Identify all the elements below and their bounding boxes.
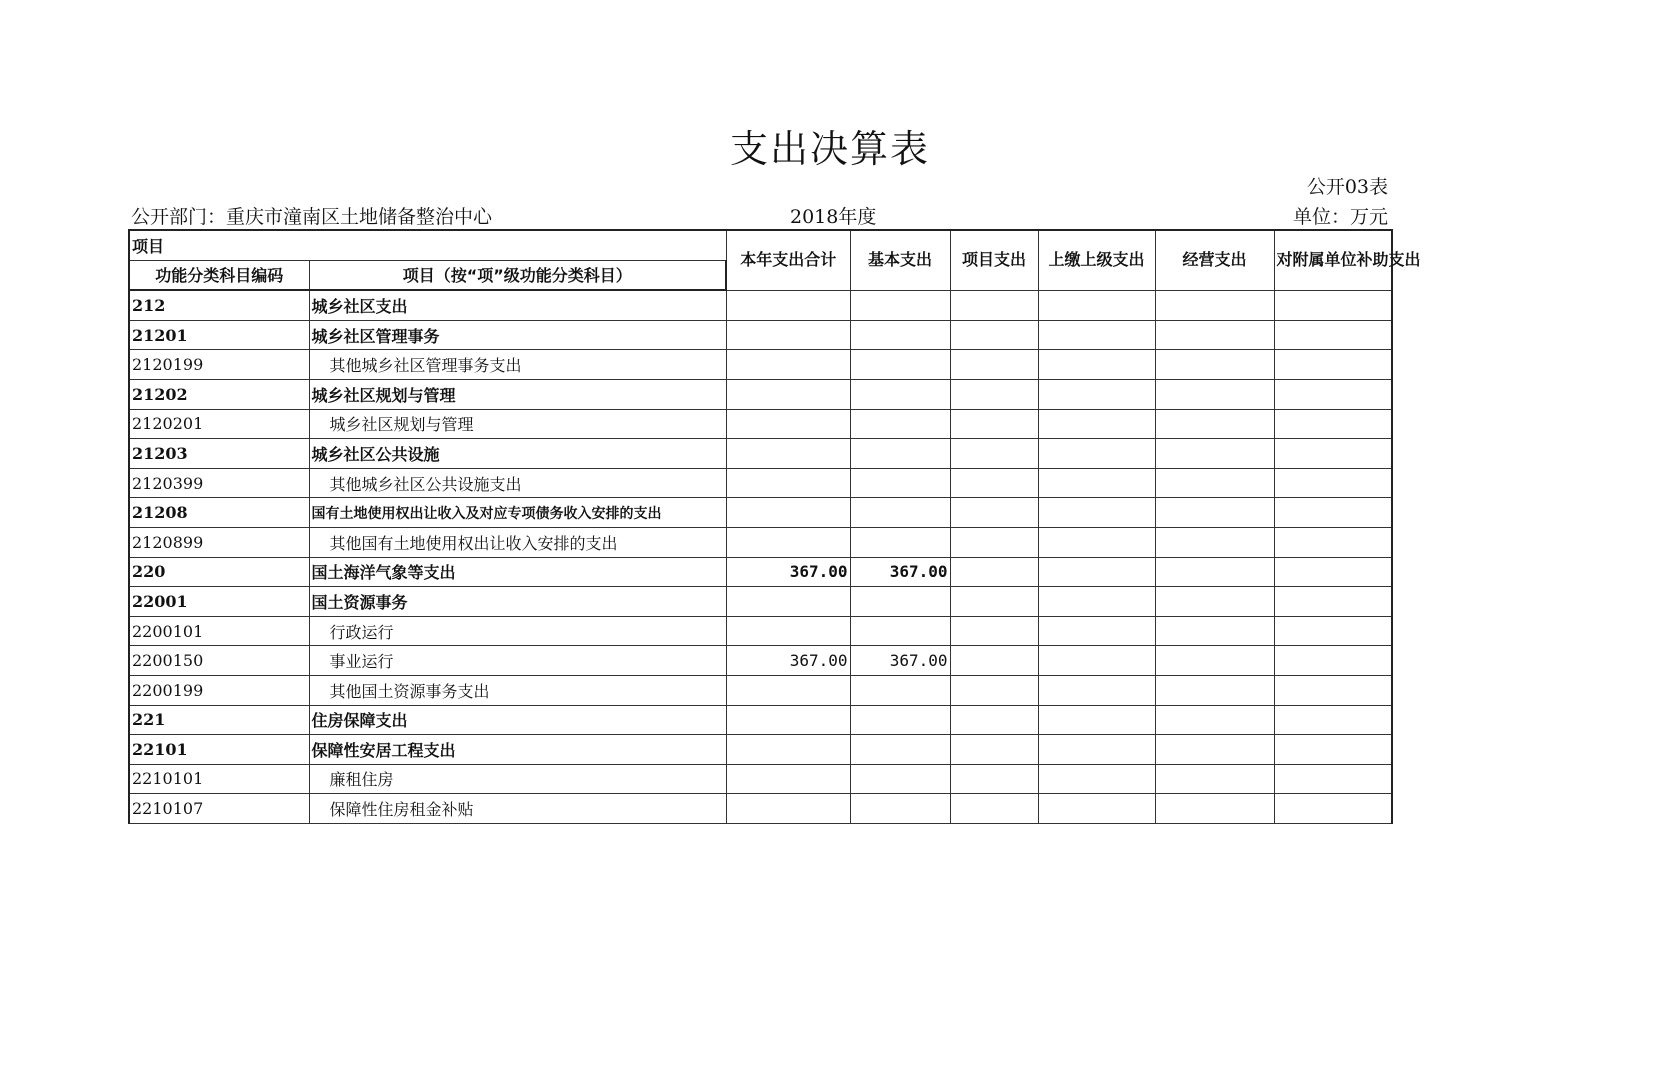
row-basic [850,290,950,320]
row-name: 住房保障支出 [309,705,726,735]
row-subsidy [1274,379,1392,409]
table-row [129,616,1392,646]
department-label: 公开部门：重庆市潼南区土地储备整治中心 [131,206,493,228]
row-code: 22001 [129,587,309,617]
header-business: 经营支出 [1155,230,1274,290]
header-subsidy: 对附属单位补助支出 [1274,230,1392,290]
row-total [726,498,850,528]
row-code: 2120201 [129,409,309,439]
table-body [129,290,1392,823]
row-project [950,379,1038,409]
row-business [1155,705,1274,735]
row-basic [850,409,950,439]
expenditure-table [128,229,1421,824]
table-row [129,646,1392,676]
row-upper [1038,705,1155,735]
table-row [129,557,1392,587]
row-name: 其他国土资源事务支出 [309,675,726,705]
row-subsidy [1274,320,1392,350]
row-project [950,764,1038,794]
row-code: 2200150 [129,646,309,676]
table-row [129,439,1392,469]
row-subsidy [1274,675,1392,705]
table-row [129,735,1392,765]
header-project: 项目支出 [950,230,1038,290]
row-upper [1038,468,1155,498]
row-subsidy [1274,468,1392,498]
row-business [1155,439,1274,469]
row-project [950,794,1038,824]
row-basic: 367.00 [850,557,950,587]
table-row [129,498,1392,528]
row-upper [1038,409,1155,439]
row-name: 行政运行 [309,616,726,646]
row-business [1155,646,1274,676]
row-project [950,290,1038,320]
row-name: 国土资源事务 [309,587,726,617]
row-subsidy [1274,735,1392,765]
row-subsidy [1274,290,1392,320]
header-total: 本年支出合计 [726,230,850,290]
row-name: 城乡社区规划与管理 [309,379,726,409]
row-name: 城乡社区管理事务 [309,320,726,350]
page-title: 支出决算表 [729,127,930,171]
row-upper [1038,379,1155,409]
row-business [1155,379,1274,409]
row-name: 其他城乡社区管理事务支出 [309,350,726,380]
header-name: 项目（按“项”级功能分类科目） [309,260,726,290]
row-subsidy [1274,439,1392,469]
row-upper [1038,616,1155,646]
row-code: 2210107 [129,794,309,824]
row-business [1155,794,1274,824]
form-number: 公开03表 [1306,176,1388,198]
table-row [129,764,1392,794]
row-basic [850,764,950,794]
row-business [1155,587,1274,617]
row-total [726,587,850,617]
row-code: 21203 [129,439,309,469]
row-upper [1038,498,1155,528]
row-project [950,646,1038,676]
row-project [950,557,1038,587]
row-basic [850,616,950,646]
row-subsidy [1274,764,1392,794]
row-subsidy [1274,557,1392,587]
row-business [1155,527,1274,557]
table-row [129,705,1392,735]
row-total [726,705,850,735]
row-upper [1038,527,1155,557]
row-total: 367.00 [726,646,850,676]
table-row [129,794,1392,824]
row-total [726,735,850,765]
row-business [1155,290,1274,320]
row-upper [1038,587,1155,617]
row-basic [850,320,950,350]
row-upper [1038,764,1155,794]
row-subsidy [1274,587,1392,617]
row-code: 21202 [129,379,309,409]
row-name: 国土海洋气象等支出 [309,557,726,587]
row-basic [850,350,950,380]
row-name: 事业运行 [309,646,726,676]
row-name: 国有土地使用权出让收入及对应专项债务收入安排的支出 [309,498,726,528]
row-project [950,735,1038,765]
table-row [129,527,1392,557]
row-subsidy [1274,705,1392,735]
header-basic: 基本支出 [850,230,950,290]
row-name: 其他国有土地使用权出让收入安排的支出 [309,527,726,557]
row-code: 220 [129,557,309,587]
row-name: 保障性安居工程支出 [309,735,726,765]
row-upper [1038,320,1155,350]
row-code: 221 [129,705,309,735]
row-project [950,705,1038,735]
row-code: 212 [129,290,309,320]
row-code: 2120199 [129,350,309,380]
row-total [726,350,850,380]
row-subsidy [1274,616,1392,646]
row-project [950,320,1038,350]
row-total [726,468,850,498]
row-total [726,527,850,557]
table-row [129,587,1392,617]
row-business [1155,557,1274,587]
row-total [726,764,850,794]
row-basic [850,498,950,528]
row-name: 城乡社区支出 [309,290,726,320]
row-code: 2120899 [129,527,309,557]
row-business [1155,675,1274,705]
row-total [726,439,850,469]
row-project [950,350,1038,380]
row-code: 2120399 [129,468,309,498]
row-name: 城乡社区公共设施 [309,439,726,469]
row-project [950,439,1038,469]
table-header [129,230,1421,290]
table-row [129,290,1392,320]
row-total [726,794,850,824]
row-name: 城乡社区规划与管理 [309,409,726,439]
row-subsidy [1274,794,1392,824]
row-upper [1038,557,1155,587]
row-business [1155,498,1274,528]
row-project [950,468,1038,498]
row-basic [850,794,950,824]
row-business [1155,350,1274,380]
row-project [950,409,1038,439]
row-upper [1038,646,1155,676]
unit-label: 单位：万元 [1292,206,1388,228]
row-basic [850,468,950,498]
row-code: 22101 [129,735,309,765]
row-upper [1038,794,1155,824]
row-subsidy [1274,646,1392,676]
row-business [1155,764,1274,794]
header-upper: 上缴上级支出 [1038,230,1155,290]
row-upper [1038,290,1155,320]
table-row [129,350,1392,380]
row-upper [1038,735,1155,765]
row-basic [850,587,950,617]
row-name: 保障性住房租金补贴 [309,794,726,824]
row-total [726,290,850,320]
row-total [726,379,850,409]
row-name: 其他城乡社区公共设施支出 [309,468,726,498]
row-basic [850,705,950,735]
row-business [1155,735,1274,765]
table-row [129,409,1392,439]
table-row [129,320,1392,350]
row-project [950,616,1038,646]
row-upper [1038,350,1155,380]
row-code: 21201 [129,320,309,350]
row-subsidy [1274,527,1392,557]
row-project [950,587,1038,617]
row-subsidy [1274,409,1392,439]
row-code: 21208 [129,498,309,528]
row-subsidy [1274,350,1392,380]
row-business [1155,409,1274,439]
fiscal-year: 2018年度 [790,206,877,228]
row-total [726,616,850,646]
row-basic: 367.00 [850,646,950,676]
row-business [1155,616,1274,646]
header-item: 项目 [129,230,726,260]
row-code: 2200101 [129,616,309,646]
row-subsidy [1274,498,1392,528]
row-business [1155,320,1274,350]
row-upper [1038,675,1155,705]
row-total: 367.00 [726,557,850,587]
row-total [726,320,850,350]
table-row [129,379,1392,409]
row-code: 2210101 [129,764,309,794]
row-total [726,409,850,439]
row-basic [850,527,950,557]
row-basic [850,735,950,765]
row-basic [850,439,950,469]
row-basic [850,675,950,705]
table-row [129,468,1392,498]
row-total [726,675,850,705]
table-row [129,675,1392,705]
row-business [1155,468,1274,498]
row-name: 廉租住房 [309,764,726,794]
header-code: 功能分类科目编码 [129,260,309,290]
row-project [950,527,1038,557]
row-upper [1038,439,1155,469]
row-basic [850,379,950,409]
row-project [950,498,1038,528]
row-project [950,675,1038,705]
row-code: 2200199 [129,675,309,705]
